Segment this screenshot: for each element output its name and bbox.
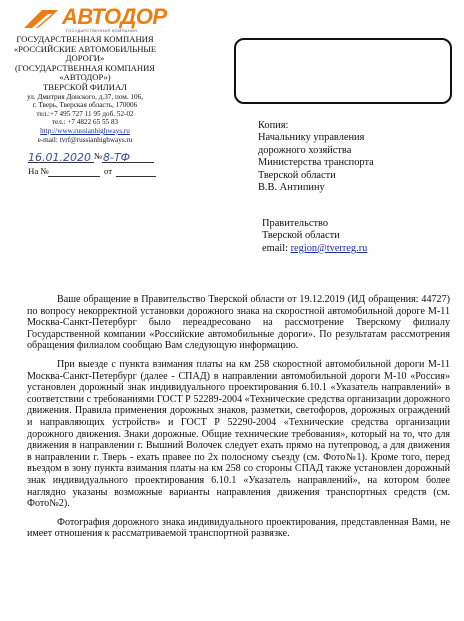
govt-email-link[interactable]: region@tverreg.ru bbox=[290, 242, 368, 254]
org-line: ДОРОГИ» bbox=[65, 53, 105, 64]
email-label: email: bbox=[262, 242, 291, 254]
logo-wordmark: АВТОДОР bbox=[62, 4, 167, 29]
govt-email-line bbox=[262, 243, 367, 255]
outgoing-number: 8-ТФ bbox=[103, 151, 131, 164]
ref-date-label: от bbox=[104, 166, 113, 176]
org-line: «РОССИЙСКИЕ АВТОМОБИЛЬНЫЕ bbox=[13, 43, 157, 54]
govt-line: Тверской области bbox=[262, 230, 340, 242]
number-sign: № bbox=[94, 151, 103, 161]
organization-header bbox=[10, 35, 160, 144]
copy-line: Тверской области bbox=[258, 169, 336, 181]
email-line: e-mail: tvrf@russianhighways.ru bbox=[37, 135, 133, 144]
org-line: ГОСУДАРСТВЕННАЯ КОМПАНИЯ bbox=[16, 34, 154, 44]
copy-line: Начальнику управления bbox=[258, 132, 365, 144]
body-paragraph: Фотография дорожного знака индивидуального проектирования, представленная Вами, не имеет отношения к рассматриваемой транспортной развязке. bbox=[27, 516, 450, 540]
letter-body bbox=[27, 294, 450, 540]
autodor-logo bbox=[22, 6, 182, 34]
redacted-recipient-box bbox=[234, 38, 452, 104]
body-paragraph: При выезде с пункта взимания платы на км 258 скоростной автомобильной дороги М-11 Москва-Санкт-Петербург (далее - СПАД) в направлении автомобильной дороги М-10 «Россия» установлен дорожный знак индивидуального проектирования 6.10.1 «Указатель направлений» в соответствии с требованиями ГОСТ Р 52289-2004 «Технические средства организации дорожного движения. Правила применения дорожных знаков, разметки, светофоров, дорожных ограждений и направляющих устройств» и ГОСТ Р 52290-2004 «Технические средства организации дорожного движения. Знаки дорожные. Общие технические требования», который на то, что для движения в направлении г. Вышний Волочек следует ехать прямо на путепровод, а для движения в направлении г. Тверь - ехать правее по 2х полосному съезду (см. Фото№1). Кроме того, перед въездом в зону пункта взимания платы на км 258 со стороны СПАД также установлен дорожный знак индивидуального проектирования 6.10.1 «Указатель направлений», на котором более наглядно указаны возможные варианты направления движения транспортных средств (см. Фото№2). bbox=[27, 358, 450, 510]
copy-line: В.В. Антипину bbox=[258, 182, 325, 194]
address-line: г. Тверь, Тверская область, 170006 bbox=[32, 101, 138, 110]
branch-name: ТВЕРСКОЙ ФИЛИАЛ bbox=[43, 81, 127, 92]
body-paragraph: Ваше обращение в Правительство Тверской области от 19.12.2019 (ИД обращения: 44727) по вопросу некорректной установки дорожного знака на скоростной автомобильной дороге М-11 Москва-Санкт-Петербург было переадресовано на рассмотрение Тверскому филиалу Государственной компании «Российские автомобильные дороги». По результатам рассмотрения обращения филиалом сообщаю Вам следующую информацию. bbox=[27, 294, 450, 352]
government-addressee bbox=[262, 218, 367, 255]
outgoing-date: 16.01.2020 bbox=[28, 151, 91, 164]
copy-line: дорожного хозяйства bbox=[258, 144, 352, 156]
copy-addressee bbox=[258, 120, 374, 194]
org-line: (ГОСУДАРСТВЕННАЯ КОМПАНИЯ bbox=[14, 62, 156, 73]
address-line: ул. Дмитрия Донского, д.37, пом. 106, bbox=[27, 92, 143, 101]
logo-subtitle: ГОСУДАРСТВЕННАЯ КОМПАНИЯ bbox=[66, 28, 138, 33]
phone-line: тел.: +7 4822 65 55 83 bbox=[51, 118, 119, 127]
website-link[interactable]: http://www.russianhighways.ru bbox=[40, 126, 130, 135]
road-logo-icon bbox=[22, 6, 62, 32]
govt-line: Правительство bbox=[262, 218, 329, 229]
phone-line: тел.:+7 495 727 11 95 доб. 52-02 bbox=[36, 109, 134, 118]
org-line: «АВТОДОР») bbox=[59, 72, 111, 83]
ref-number-label: На № bbox=[28, 166, 49, 176]
copy-line: Копия: bbox=[258, 120, 289, 131]
copy-line: Министерства транспорта bbox=[258, 157, 374, 169]
